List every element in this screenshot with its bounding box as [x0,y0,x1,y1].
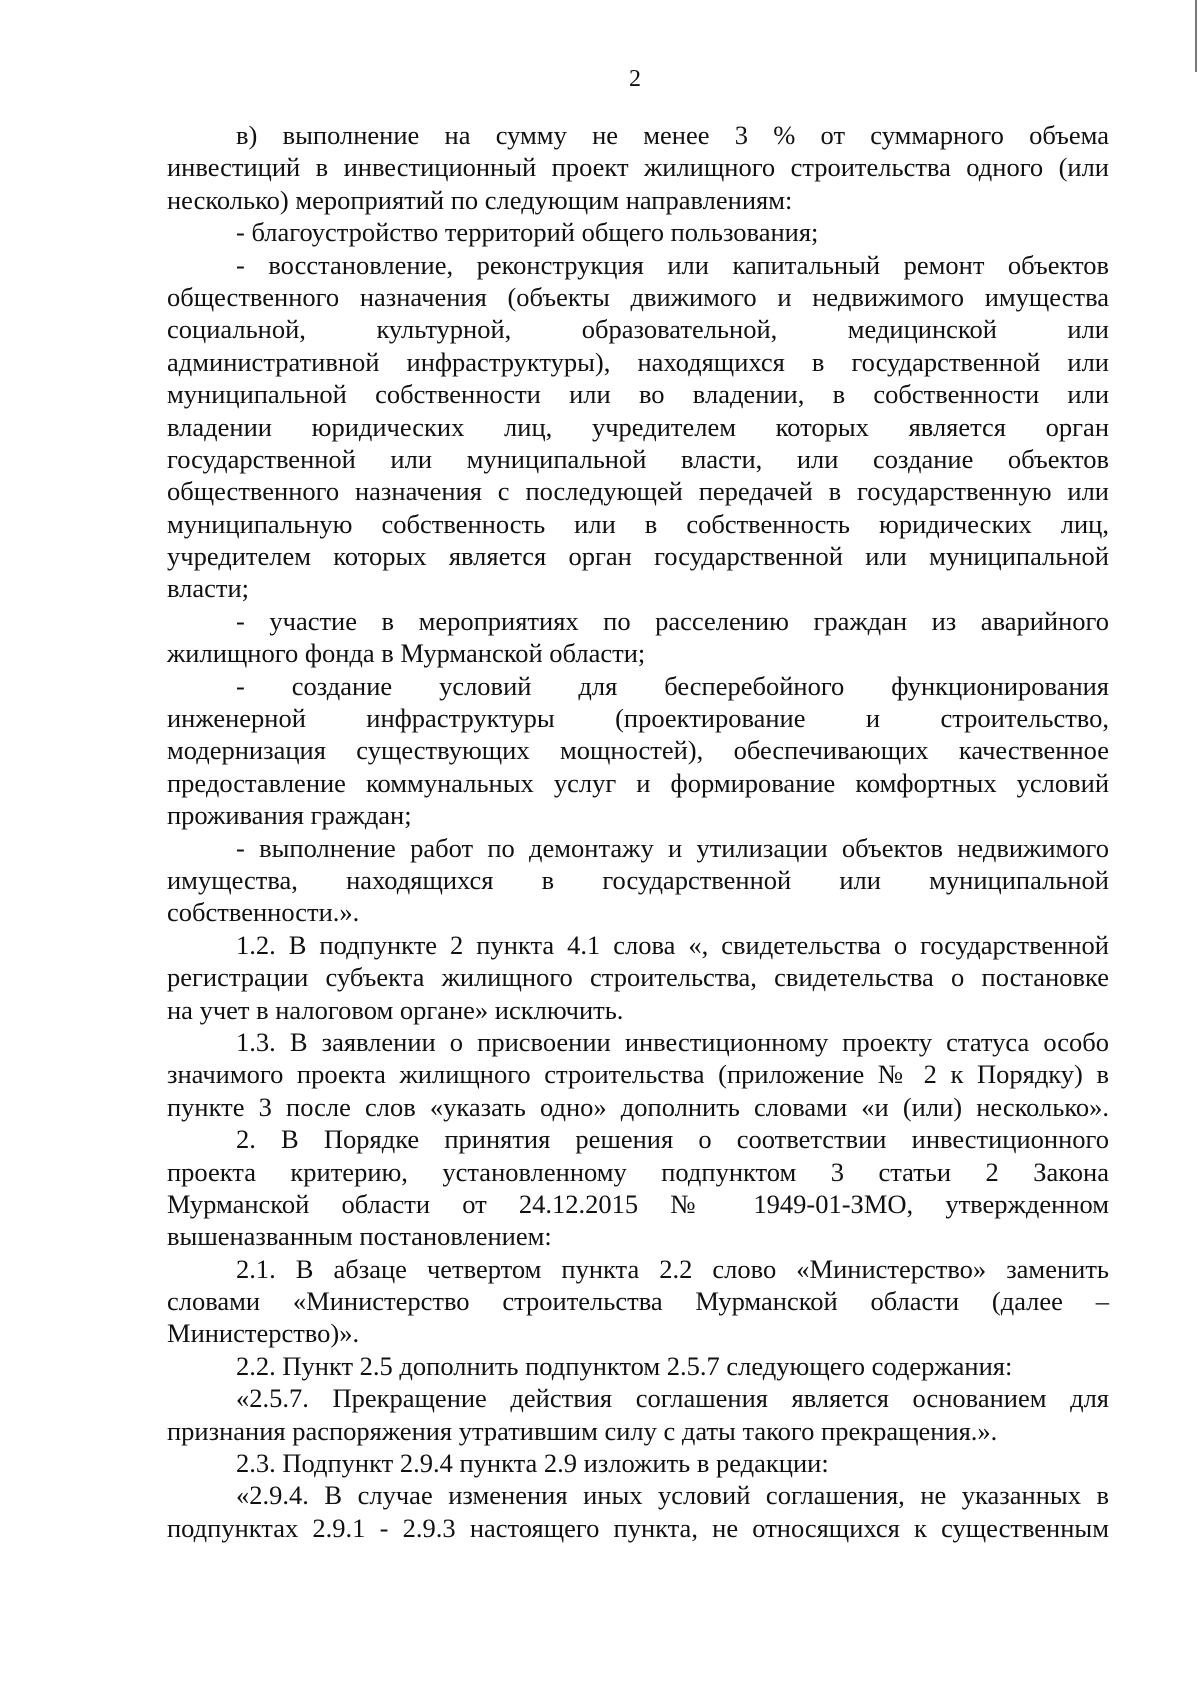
text-line: Министерство)». [167,1318,360,1349]
text-line: на учет в налоговом органе» исключить. [167,994,624,1025]
text-line: - восстановление, реконструкция или капитальный ремонт объектов [236,249,1109,280]
text-line: проживания граждан; [167,800,412,831]
text-line: власти; [167,573,250,604]
scan-edge-mark [1195,0,1197,72]
text-line: - участие в мероприятиях по расселению граждан из аварийного [236,605,1109,636]
text-line: имущества, находящихся в государственной или муниципальной [167,864,1109,895]
text-line: общественного назначения с последующей передачей в государственную или [167,476,1109,507]
text-line: инвестиций в инвестиционный проект жилищного строительства одного (или [167,152,1109,183]
text-line: муниципальную собственность или в собственность юридических лиц, [167,508,1109,539]
text-line: предоставление коммунальных услуг и формирование комфортных условий [167,767,1109,798]
text-line: владении юридических лиц, учредителем которых является орган [167,411,1109,442]
text-line: - создание условий для бесперебойного функционирования [236,670,1109,701]
text-line: 2. В Порядке принятия решения о соответствии инвестиционного [236,1124,1109,1155]
text-line: пункте 3 после слов «указать одно» дополнить словами «и (или) несколько». [167,1091,1109,1122]
text-line: модернизация существующих мощностей), обеспечивающих качественное [167,735,1109,766]
text-line: значимого проекта жилищного строительства (приложение № 2 к Порядку) в [167,1059,1109,1090]
text-line: 1.3. В заявлении о присвоении инвестиционному проекту статуса особо [236,1026,1109,1057]
text-line: общественного назначения (объекты движимого и недвижимого имущества [167,281,1109,312]
text-line: 1.2. В подпункте 2 пункта 4.1 слова «, свидетельства о государственной [236,929,1109,960]
text-line: вышеназванным постановлением: [167,1221,552,1252]
text-line: в) выполнение на сумму не менее 3 % от суммарного объема [236,120,1109,150]
text-line: собственности.». [167,897,360,928]
text-line: административной инфраструктуры), находящихся в государственной или [167,346,1109,377]
text-line: Мурманской области от 24.12.2015 № 1949-01-ЗМО, утвержденном [167,1188,1109,1219]
text-line: учредителем которых является орган государственной или муниципальной [167,541,1109,572]
text-line: - благоустройство территорий общего пользования; [236,217,819,248]
document-body [167,119,1109,1544]
text-line: «2.5.7. Прекращение действия соглашения является основанием для [236,1383,1109,1414]
text-line: 2.1. В абзаце четвертом пункта 2.2 слово «Министерство» заменить [236,1253,1109,1284]
page-number: 2 [629,66,641,92]
text-line: государственной или муниципальной власти, или создание объектов [167,443,1109,474]
text-line: инженерной инфраструктуры (проектирование и строительство, [167,703,1109,734]
text-line: словами «Министерство строительства Мурманской области (далее – [167,1286,1109,1317]
text-line: регистрации субъекта жилищного строительства, свидетельства о постановке [167,962,1109,993]
text-line: «2.9.4. В случае изменения иных условий соглашения, не указанных в [236,1480,1109,1511]
text-line: муниципальной собственности или во владении, в собственности или [167,379,1109,410]
text-line: 2.3. Подпункт 2.9.4 пункта 2.9 изложить в редакции: [236,1448,829,1479]
text-line: подпунктах 2.9.1 - 2.9.3 настоящего пункта, не относящихся к существенным [167,1512,1109,1543]
text-line: несколько) мероприятий по следующим направлениям: [167,184,793,215]
text-line: 2.2. Пункт 2.5 дополнить подпунктом 2.5.7 следующего содержания: [236,1350,1013,1381]
text-line: социальной, культурной, образовательной, медицинской или [167,314,1109,345]
text-line: - выполнение работ по демонтажу и утилизации объектов недвижимого [236,832,1109,863]
text-line: признания распоряжения утратившим силу с даты такого прекращения.». [167,1415,998,1446]
text-line: жилищного фонда в Мурманской области; [167,638,646,669]
text-line: проекта критерию, установленному подпунктом 3 статьи 2 Закона [167,1156,1109,1187]
